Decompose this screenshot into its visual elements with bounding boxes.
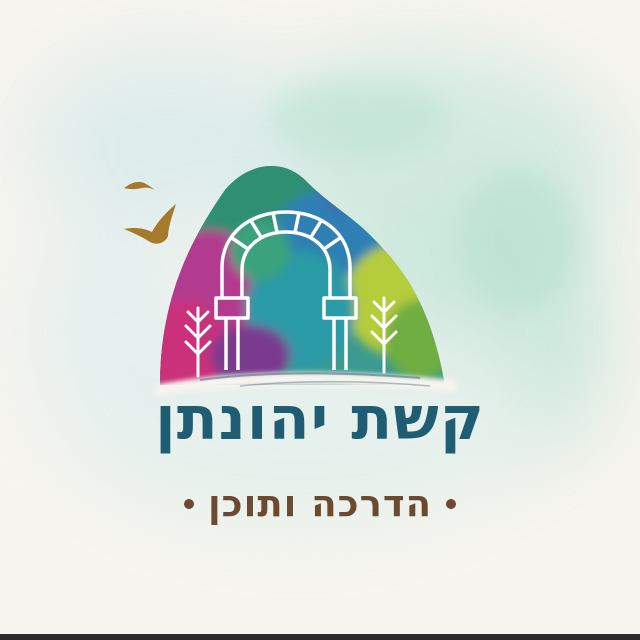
logo-title: קשת יהונתן [155, 384, 485, 454]
colorful-hill-icon [145, 140, 460, 400]
bullet-dot-icon [446, 499, 456, 509]
bird-icon [124, 182, 176, 244]
bottom-border [0, 634, 640, 640]
logo-subtitle-row [0, 482, 640, 525]
logo-subtitle: הדרכה ותוכן [207, 482, 433, 525]
bullet-dot-icon [184, 499, 194, 509]
